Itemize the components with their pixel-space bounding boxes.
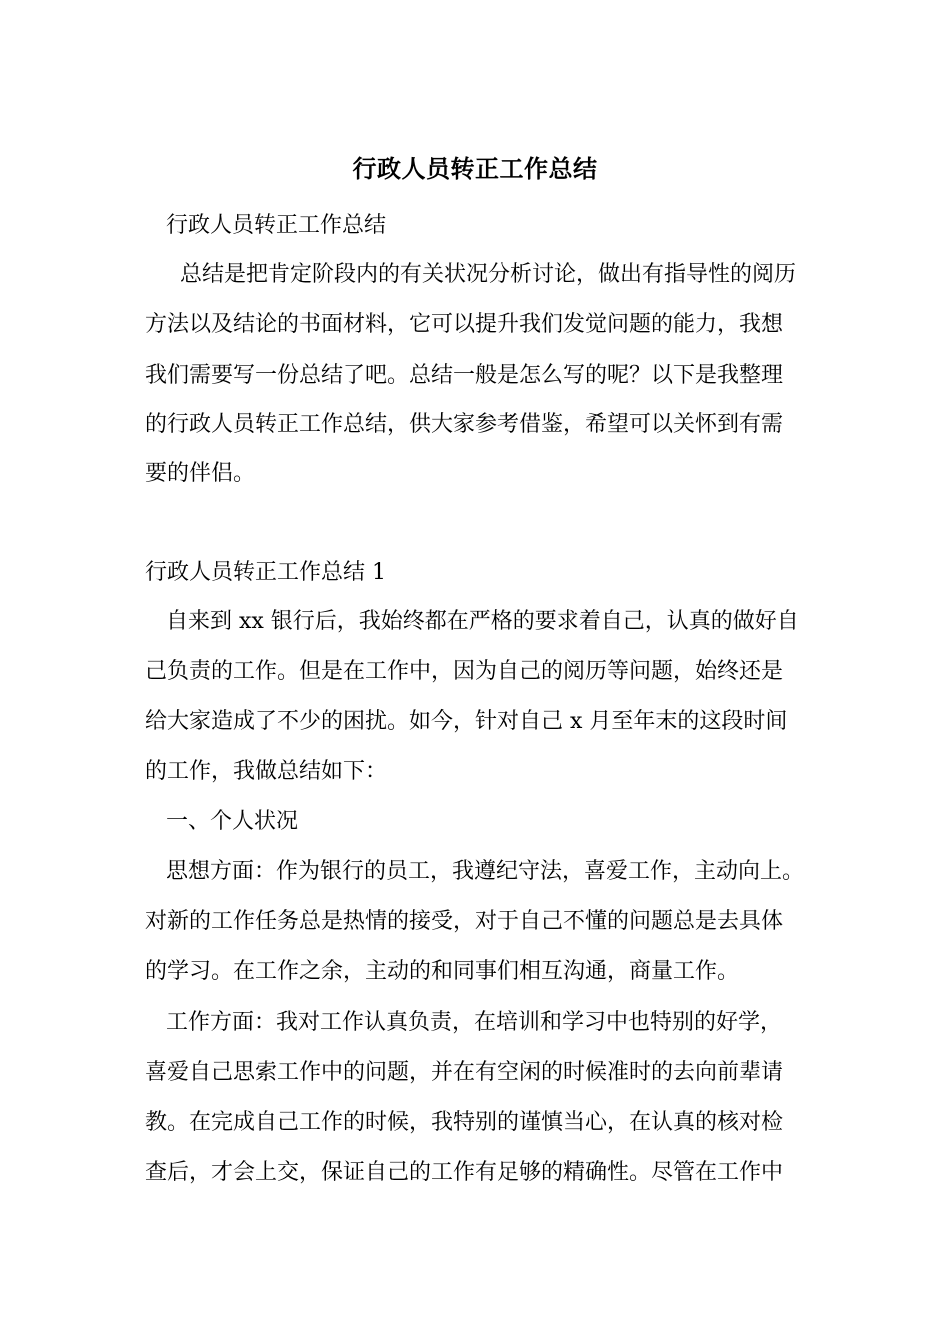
intro-line: 方法以及结论的书面材料，它可以提升我们发觉问题的能力，我想 <box>145 312 784 337</box>
paragraph-line: 工作方面：我对工作认真负责，在培训和学习中也特别的好学， <box>166 1010 783 1035</box>
paragraph-line: 己负责的工作。但是在工作中，因为自己的阅历等问题，始终还是 <box>145 659 784 684</box>
paragraph-line: 查后，才会上交，保证自己的工作有足够的精确性。尽管在工作中 <box>145 1160 784 1185</box>
paragraph-line: 的学习。在工作之余，主动的和同事们相互沟通，商量工作。 <box>145 959 740 984</box>
intro-line: 要的伴侣。 <box>145 461 256 486</box>
paragraph-line: 给大家造成了不少的困扰。如今，针对自己 x 月至年末的这段时间 <box>145 709 788 734</box>
paragraph-line: 自来到 xx 银行后，我始终都在严格的要求着自己，认真的做好自 <box>166 609 799 634</box>
intro-line: 我们需要写一份总结了吧。总结一般是怎么写的呢？以下是我整理 <box>145 363 784 388</box>
paragraph-line: 教。在完成自己工作的时候，我特别的谨慎当心，在认真的核对检 <box>145 1110 784 1135</box>
paragraph-line: 对新的工作任务总是热情的接受，对于自己不懂的问题总是去具体 <box>145 909 784 934</box>
subheading: 一、个人状况 <box>166 809 299 834</box>
document-subtitle: 行政人员转正工作总结 <box>166 213 387 238</box>
intro-line: 的行政人员转正工作总结，供大家参考借鉴，希望可以关怀到有需 <box>145 412 784 437</box>
section-heading: 行政人员转正工作总结 1 <box>145 560 386 585</box>
paragraph-line: 的工作，我做总结如下： <box>145 759 388 784</box>
paragraph-line: 喜爱自己思索工作中的问题，并在有空闲的时候准时的去向前辈请 <box>145 1060 784 1085</box>
document-title: 行政人员转正工作总结 <box>352 154 598 183</box>
intro-line: 总结是把肯定阶段内的有关状况分析讨论，做出有指导性的阅历 <box>180 262 797 287</box>
paragraph-line: 思想方面：作为银行的员工，我遵纪守法，喜爱工作，主动向上。 <box>166 859 805 884</box>
